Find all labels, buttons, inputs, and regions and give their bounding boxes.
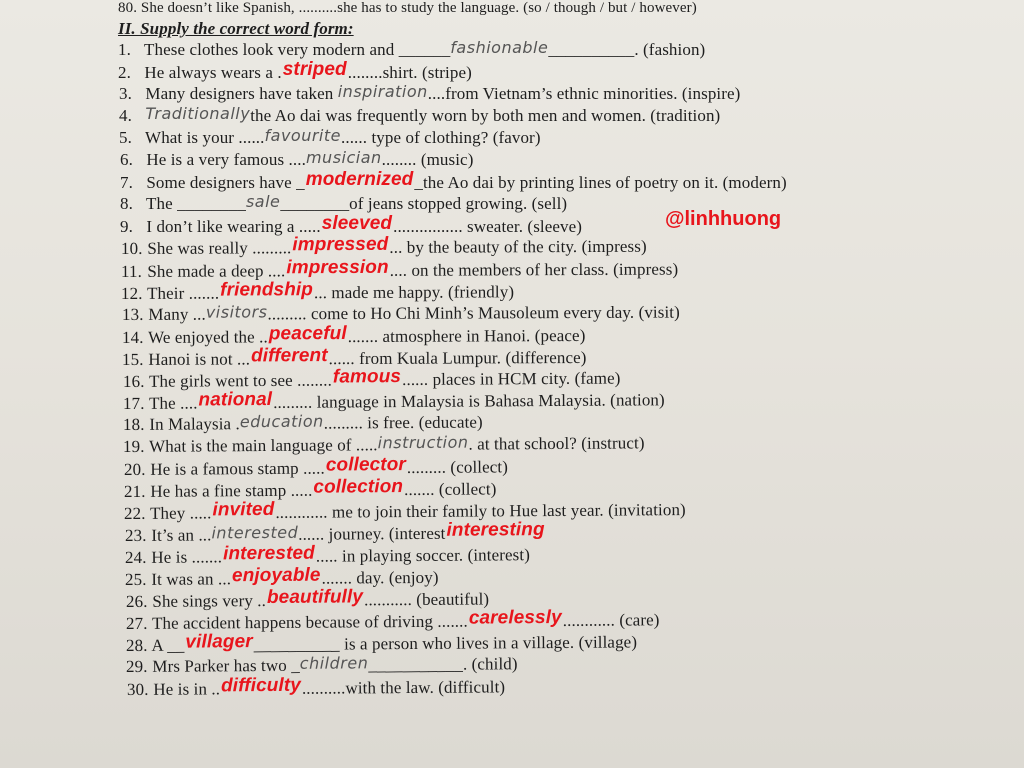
item-text-before: Hanoi is not ... [143,349,251,369]
item-text-after: ........ (music) [381,150,474,170]
item-text-after: ............ me to join their family to Hue last year. (invitation) [275,500,686,522]
item-number: 19. [122,436,145,456]
item-number: 2. [118,63,131,83]
section-title: II. Supply the correct word form: [118,19,354,38]
item-text-before: The accident happens because of driving ....... [147,611,468,634]
exercise-item [125,586,490,614]
handwritten-answer: sale [245,192,281,212]
exercise-item [120,278,515,305]
item-text-before: These clothes look very modern and ______ [140,40,451,59]
item-number: 28. [125,636,148,656]
handwritten-answer: children [299,653,369,674]
item-text-after: _the Ao dai by printing lines of poetry on it. (modern) [414,173,787,193]
item-text-after: ________of jeans stopped growing. (sell) [280,194,568,214]
item-text-before: What is your ...... [141,128,265,148]
handwritten-answer: favourite [264,126,341,146]
exercise-item [118,40,705,60]
item-text-before: Some designers have _ [142,173,305,193]
item-number: 20. [123,459,146,479]
item-number: 5. [119,128,132,148]
item-number: 3. [119,84,132,104]
item-text-before: They ..... [145,503,212,523]
typed-answer: enjoyable [231,564,321,587]
item-number: 12. [120,283,143,303]
item-text-before: Mrs Parker has two _ [147,656,300,677]
item-text-after: ....... (collect) [404,479,497,500]
item-text-after: ......... language in Malaysia is Bahasa Malaysia. (nation) [273,390,665,412]
item-text-after: ........... (beautiful) [364,589,490,610]
exercise-item [119,106,720,126]
item-number: 6. [120,150,133,170]
exercise-item [124,499,686,525]
handwritten-answer: education [239,411,324,432]
item-number: 23. [124,525,147,546]
typed-answer: national [198,388,273,411]
typed-answer: modernized [305,169,414,191]
item-number: 27. [125,614,148,634]
item-text-before: She sings very .. [147,591,267,612]
item-text-before: He has a fine stamp ..... [145,480,313,501]
typed-answer: famous [332,365,402,388]
item-text-before: She was really ......... [142,238,292,259]
handwritten-answer: interested [211,522,299,543]
item-text-after: ............ (care) [562,610,660,631]
item-number: 24. [124,547,147,568]
item-number: 16. [122,371,145,391]
item-number: 22. [123,503,146,524]
item-text-after: ...... journey. (interest [298,523,446,544]
item-number: 26. [125,592,148,612]
exercise-item [121,258,678,282]
item-text-after: ................ sweater. (sleeve) [393,217,583,237]
item-text-after: ..........with the law. (difficult) [301,677,506,699]
exercise-item [125,544,530,569]
item-text-after: __________ is a person who lives in a village. (village) [253,632,638,655]
typed-answer: peaceful [268,322,347,344]
typed-answer: villager [185,631,253,653]
handwritten-answer: visitors [205,301,268,322]
item-number: 15. [121,349,144,369]
item-text-after: . at that school? (instruct) [468,433,645,454]
item-text-after: ....... atmosphere in Hanoi. (peace) [347,325,586,346]
item-text-before: He is a very famous .... [142,150,306,170]
item-number: 8. [120,194,133,214]
item-number: 14. [121,327,144,347]
typed-answer: impressed [292,234,389,256]
item-text-after: the Ao dai was frequently worn by both men and women. (tradition) [250,106,721,126]
item-number: 18. [122,414,145,434]
typed-answer: invited [212,498,275,521]
exercise-item [121,322,586,349]
item-text-before: It was an ... [146,569,232,590]
handwritten-answer: instruction [377,432,469,453]
exercise-item [120,169,787,194]
item-text-before: He is a famous stamp ..... [145,458,325,479]
item-number: 7. [120,173,133,193]
typed-answer: different [251,344,328,367]
item-text-before: In Malaysia . [144,414,240,434]
exercise-item [119,128,541,148]
item-number: 1. [118,40,131,59]
item-number: 29. [125,657,148,677]
exercise-item [118,59,472,84]
typed-answer: collection [313,476,404,498]
typed-answer: beautifully [266,586,364,609]
item-number: 4. [119,106,132,126]
exercise-item [120,194,567,214]
item-text-after: ...... from Kuala Lumpur. (difference) [328,347,587,368]
item-text-after: ..... in playing soccer. (interest) [315,545,530,566]
item-text-after: ... made me happy. (friendly) [313,281,515,302]
exercise-item [124,519,546,547]
typed-answer: interesting [446,519,545,541]
item-text-before: The girls went to see ........ [144,370,332,391]
item-text-after: ___________. (child) [368,654,518,675]
typed-answer: friendship [220,278,314,301]
item-number: 10. [120,239,143,259]
exercise-item [123,412,483,435]
exercise-item [123,367,621,392]
typed-answer: sleeved [321,213,393,235]
item-text-after: ....from Vietnam’s ethnic minorities. (inspire) [427,84,741,104]
handwritten-answer: Traditionally [145,104,251,124]
item-number: 25. [124,570,147,590]
item-text-before: It’s an ... [146,525,212,545]
item-text-after: ... by the beauty of the city. (impress) [389,237,647,258]
exercise-item [120,150,473,170]
item-number: 11. [120,261,142,281]
item-number: 13. [121,304,144,324]
item-number: 17. [122,393,145,413]
item-text-before: What is the main language of ..... [144,435,378,456]
item-text-after: ...... places in HCM city. (fame) [402,368,621,389]
item-text-after: ......... is free. (educate) [323,412,483,433]
item-text-before: A __ [147,635,185,656]
typed-answer: collector [325,453,406,476]
exercise-item [126,632,637,658]
previous-exercise-line: 80. She doesn’t like Spanish, ..........she has to study the language. (so / though / but / however) [118,0,697,16]
exercise-item [119,84,740,104]
item-text-after: ....... day. (enjoy) [321,567,439,588]
item-text-before: I don’t like wearing a ..... [142,217,321,237]
item-text-after: ......... come to Ho Chi Minh’s Mausoleum every day. (visit) [267,302,680,323]
item-text-after: ...... type of clothing? (favor) [341,128,541,148]
watermark: @linhhuong [665,208,782,230]
item-text-before: Many ... [143,304,206,324]
typed-answer: difficulty [220,675,301,697]
item-text-after: __________. (fashion) [548,40,706,59]
typed-answer: interested [222,542,315,565]
item-text-before: He is ....... [146,547,223,567]
item-text-after: .... on the members of her class. (impress) [389,259,679,280]
item-text-before: We enjoyed the .. [143,327,268,347]
item-text-after: ........shirt. (stripe) [347,63,472,83]
item-text-before: The ________ [142,194,246,214]
handwritten-answer: fashionable [450,38,549,57]
exercise-item [124,478,497,503]
item-text-after: ......... (collect) [406,457,508,477]
handwritten-answer: musician [305,148,382,168]
item-number: 9. [120,217,133,237]
exercise-item [122,302,680,324]
item-text-before: He is in .. [148,679,221,700]
item-number: 30. [126,680,149,700]
exercise-item [126,655,518,678]
item-text-before: He always wears a . [140,63,282,83]
exercise-item [127,677,505,702]
item-text-before: Many designers have taken [141,84,338,104]
item-text-before: Their ....... [142,283,220,303]
handwritten-answer: inspiration [337,82,428,102]
item-text-before: She made a deep .... [142,260,286,281]
typed-answer: carelessly [468,607,562,629]
item-number: 21. [123,481,146,501]
item-text-before: The .... [144,393,198,413]
exercise-item [123,389,665,415]
typed-answer: striped [282,59,347,81]
typed-answer: impression [286,256,389,278]
